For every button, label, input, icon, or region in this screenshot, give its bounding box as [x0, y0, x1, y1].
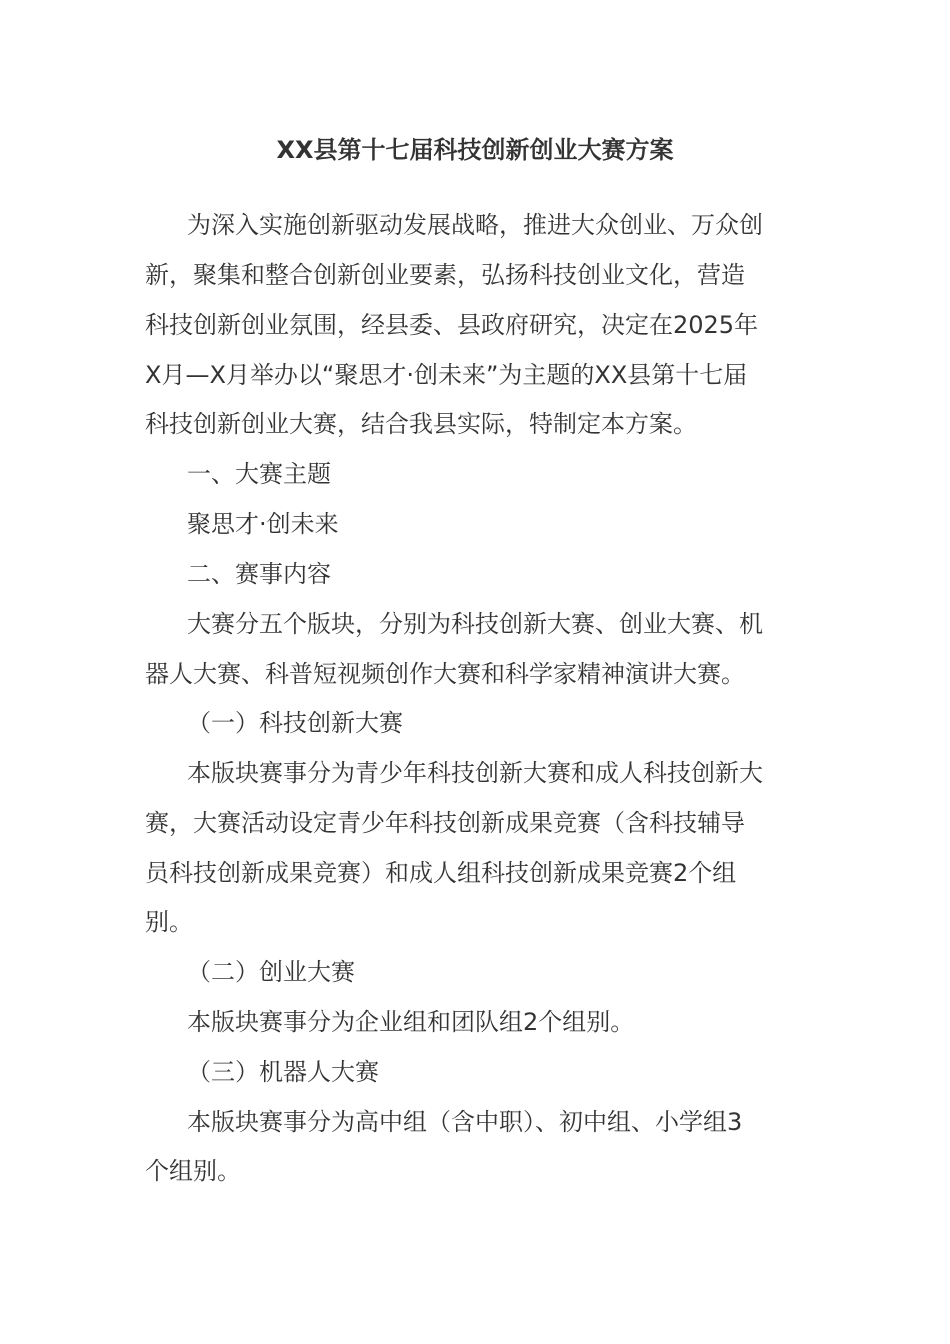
paragraph-line: 为深入实施创新驱动发展战略，推进大众创业、万众创	[187, 211, 763, 239]
paragraph-line: 科技创新创业大赛，结合我县实际，特制定本方案。	[145, 410, 697, 438]
paragraph-line: 个组别。	[145, 1157, 241, 1185]
paragraph-line: 大赛分五个版块，分别为科技创新大赛、创业大赛、机	[187, 610, 763, 638]
document-title: XX县第十七届科技创新创业大赛方案	[276, 136, 674, 164]
section-heading-content: 二、赛事内容	[187, 560, 331, 588]
paragraph-line: 本版块赛事分为青少年科技创新大赛和成人科技创新大	[187, 759, 763, 787]
paragraph-line: 本版块赛事分为高中组（含中职）、初中组、小学组3	[187, 1108, 743, 1136]
theme-text: 聚思才·创未来	[187, 510, 339, 538]
subsection-heading-robot: （三）机器人大赛	[187, 1058, 379, 1086]
paragraph-line: 员科技创新成果竞赛）和成人组科技创新成果竞赛2个组	[145, 859, 737, 887]
paragraph-line: 器人大赛、科普短视频创作大赛和科学家精神演讲大赛。	[145, 660, 745, 688]
paragraph-line: 本版块赛事分为企业组和团队组2个组别。	[187, 1008, 635, 1036]
section-heading-theme: 一、大赛主题	[187, 460, 331, 488]
paragraph-line: 科技创新创业氛围，经县委、县政府研究，决定在2025年	[145, 311, 759, 339]
paragraph-line: 别。	[145, 908, 193, 936]
subsection-heading-tech: （一）科技创新大赛	[187, 709, 403, 737]
paragraph-line: 新，聚集和整合创新创业要素，弘扬科技创业文化，营造	[145, 261, 745, 289]
subsection-heading-startup: （二）创业大赛	[187, 958, 355, 986]
paragraph-line: X月—X月举办以“聚思才·创未来”为主题的XX县第十七届	[145, 361, 748, 389]
paragraph-line: 赛，大赛活动设定青少年科技创新成果竞赛（含科技辅导	[145, 809, 745, 837]
